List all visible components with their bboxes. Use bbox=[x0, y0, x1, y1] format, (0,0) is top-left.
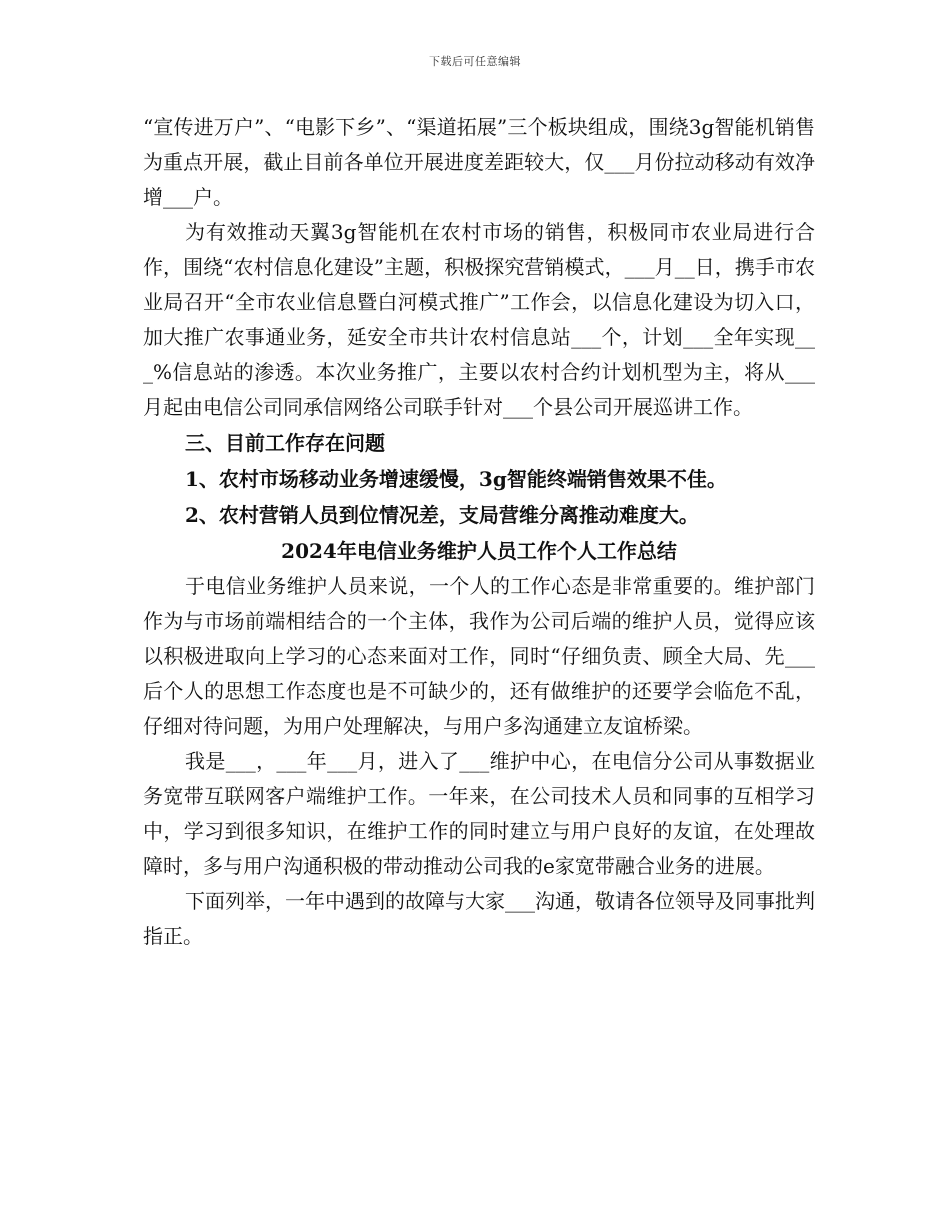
document-title: 2024年电信业务维护人员工作个人工作总结 bbox=[281, 539, 677, 563]
page-header-note: 下载后可任意编辑 bbox=[429, 55, 521, 68]
problem-item-1: 1、农村市场移动业务增速缓慢，3g智能终端销售效果不佳。 bbox=[185, 467, 727, 491]
problem-item-2: 2、农村营销人员到位情况差，支局营维分离推动难度大。 bbox=[185, 503, 699, 527]
paragraph-3: 于电信业务维护人员来说，一个人的工作心态是非常重要的。维护部门作为与市场前端相结合的一个主体，我作为公司后端的维护人员，觉得应该以积极进取向上学习的心态来面对工作，同时“仔细负责、顾全大局、先___后个人的思想工作态度也是不可缺少的，还有做维护的还要学会临危不乱，仔细对待问题，为用户处理解决，与用户多沟通建立友谊桥梁。 bbox=[143, 574, 815, 738]
paragraph-2: 为有效推动天翼3g智能机在农村市场的销售，积极同市农业局进行合作，围绕“农村信息化建设”主题，积极探究营销模式，___月__日，携手市农业局召开“全市农业信息暨白河模式推广”工作会，以信息化建设为切入口，加大推广农事通业务，延安全市共计农村信息站___个，计划___全年实现___%信息站的渗透。本次业务推广，主要以农村合约计划机型为主，将从___月起由电信公司同承信网络公司联手针对___个县公司开展巡讲工作。 bbox=[143, 220, 815, 419]
paragraph-4: 我是___，___年___月，进入了___维护中心，在电信分公司从事数据业务宽带互联网客户端维护工作。一年来，在公司技术人员和同事的互相学习中，学习到很多知识，在维护工作的同时建立与用户良好的友谊，在处理故障时，多与用户沟通积极的带动推动公司我的e家宽带融合业务的进展。 bbox=[143, 749, 815, 878]
paragraph-5: 下面列举，一年中遇到的故障与大家___沟通，敬请各位领导及同事批判指正。 bbox=[143, 889, 815, 948]
paragraph-1: “宣传进万户”、“电影下乡”、“渠道拓展”三个板块组成，围绕3g智能机销售为重点开展，截止目前各单位开展进度差距较大，仅___月份拉动移动有效净增___户。 bbox=[143, 115, 815, 209]
document-body bbox=[143, 110, 815, 954]
section-heading-3: 三、目前工作存在问题 bbox=[185, 431, 385, 455]
